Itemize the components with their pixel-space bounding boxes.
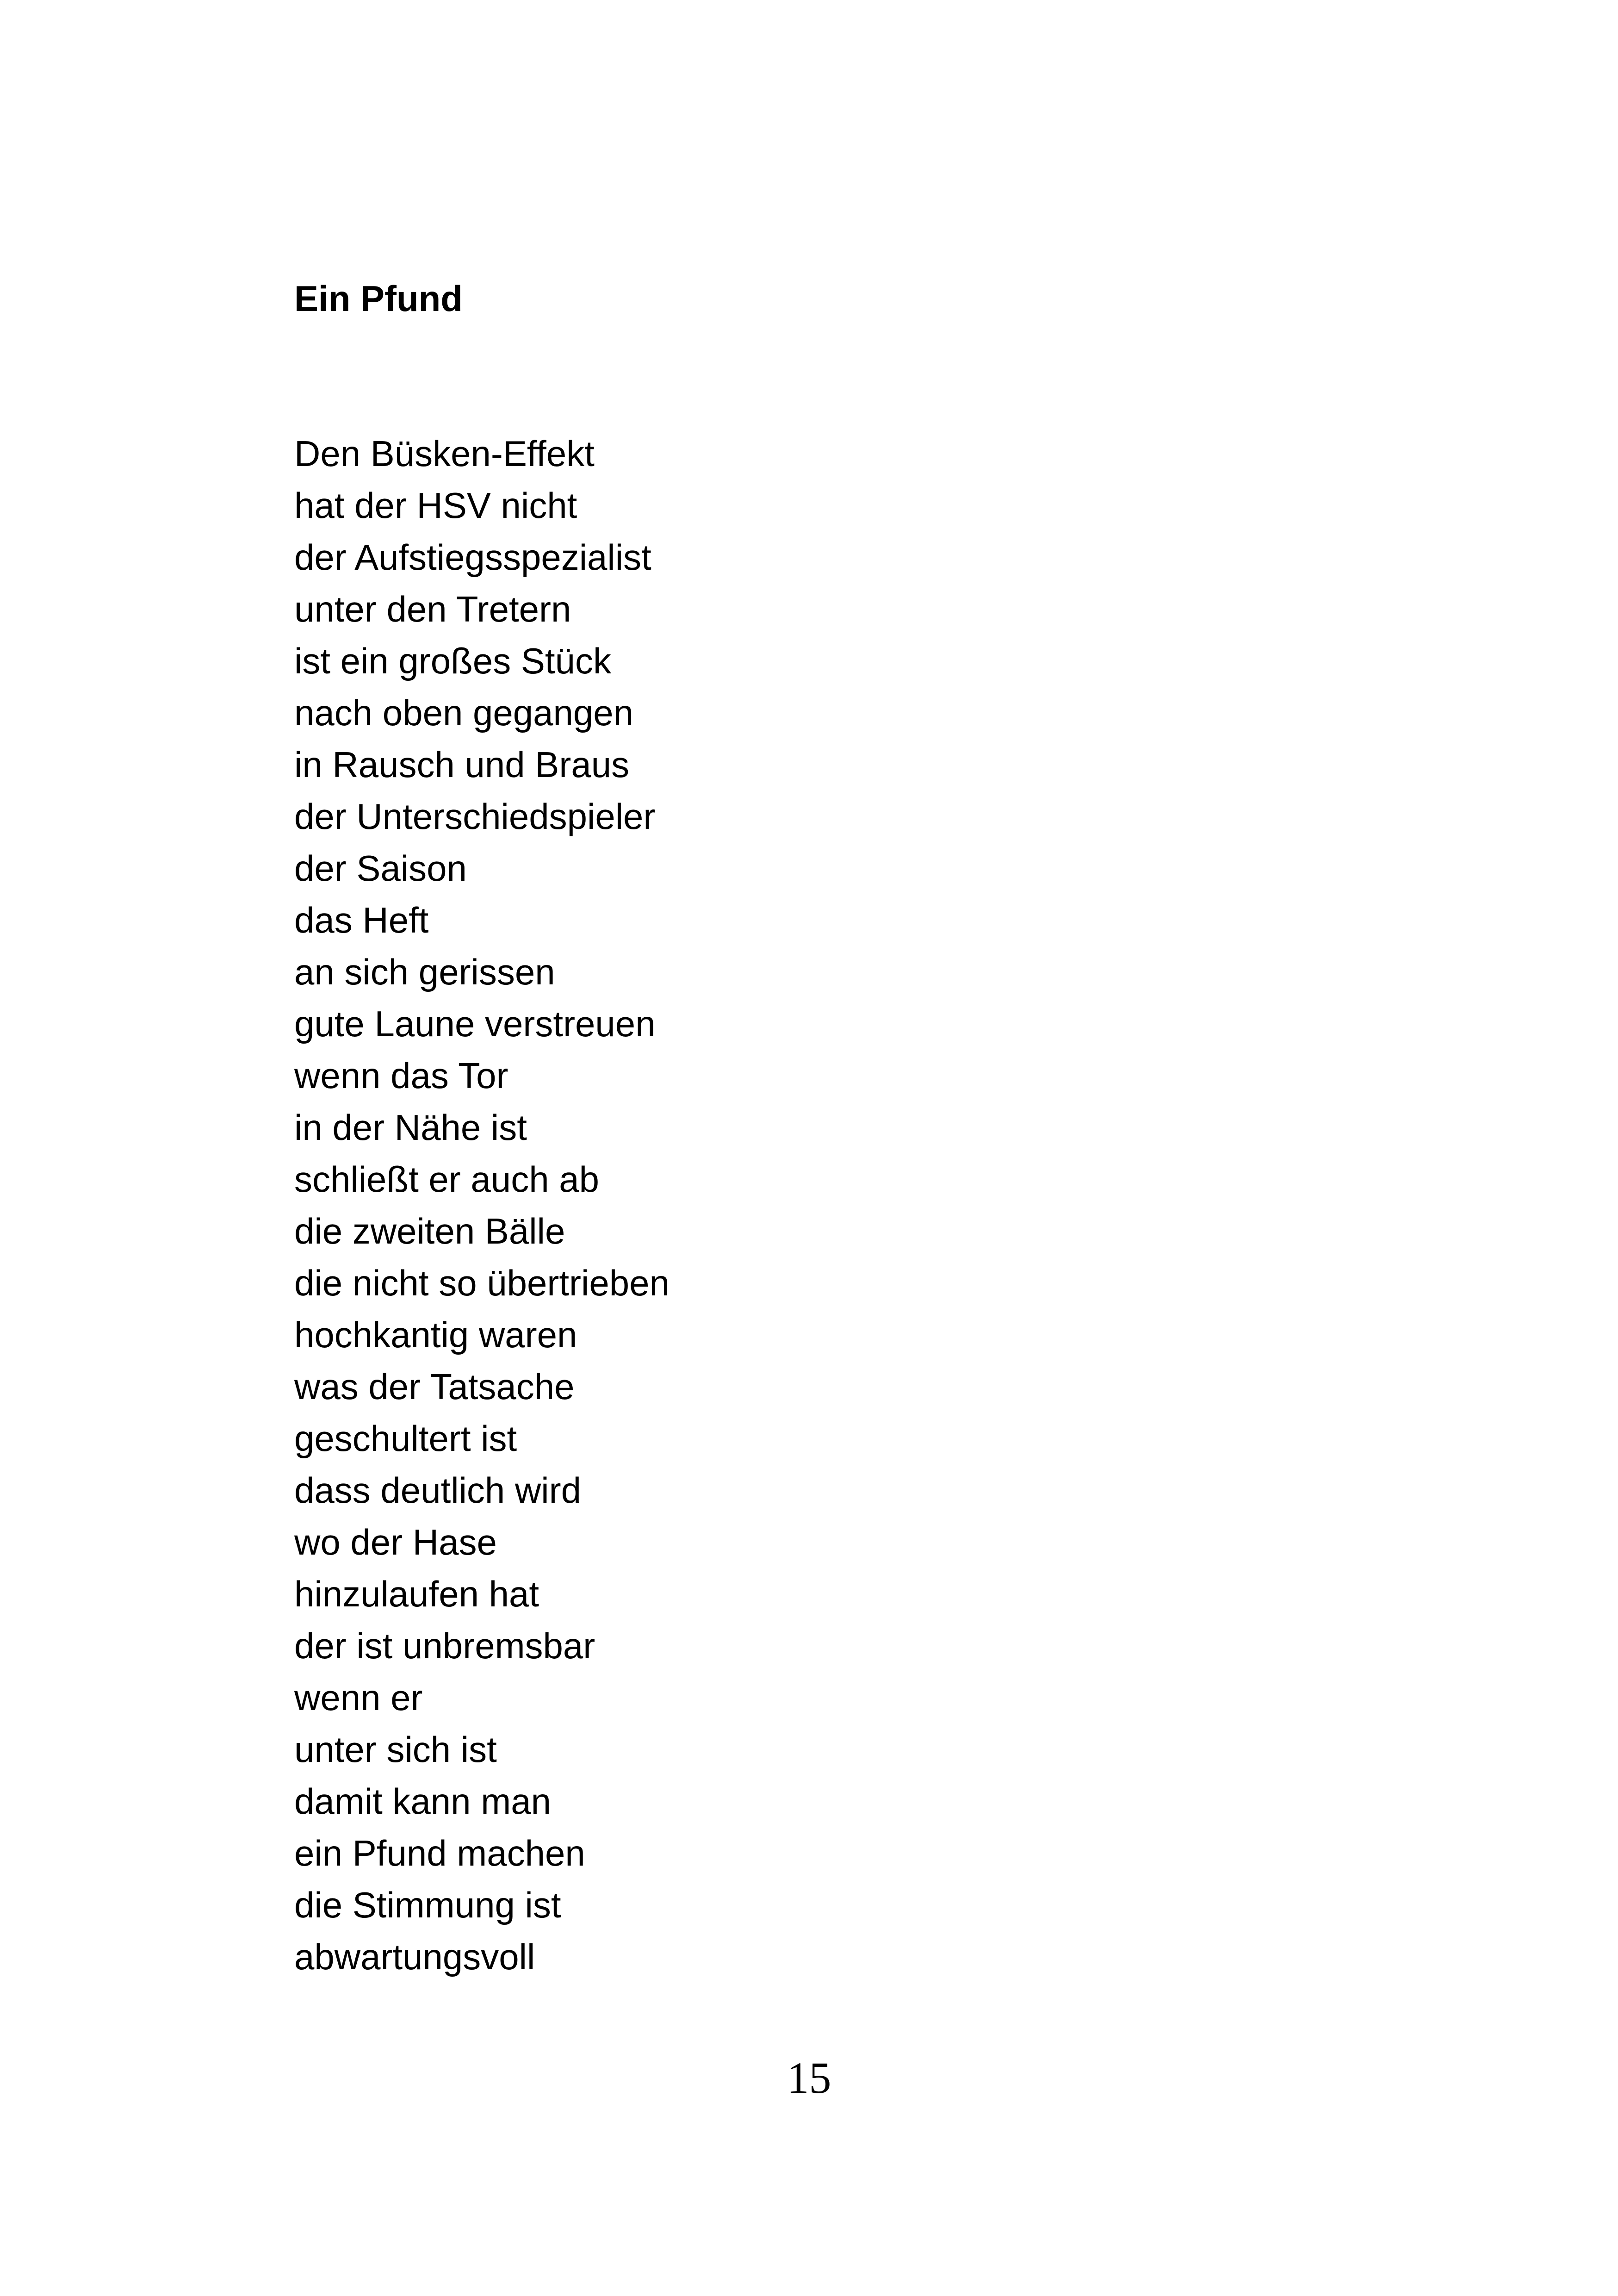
- poem-line: in Rausch und Braus: [294, 744, 630, 785]
- poem-line: abwartungsvoll: [294, 1936, 535, 1977]
- poem-title: Ein Pfund: [294, 278, 463, 319]
- poem-line: die Stimmung ist: [294, 1885, 561, 1925]
- poem-line: ein Pfund machen: [294, 1833, 585, 1873]
- poem-line: wenn er: [294, 1677, 423, 1718]
- poem-line: Den Büsken-Effekt: [294, 433, 595, 474]
- poem-line: gute Laune verstreuen: [294, 1003, 656, 1044]
- poem-line: in der Nähe ist: [294, 1107, 527, 1148]
- poem-line: damit kann man: [294, 1781, 551, 1822]
- poem-line: das Heft: [294, 900, 429, 940]
- poem-line: unter den Tretern: [294, 589, 571, 629]
- poem-line: was der Tatsache: [294, 1366, 575, 1407]
- poem-line: geschultert ist: [294, 1418, 517, 1459]
- poem-line: die zweiten Bälle: [294, 1211, 565, 1251]
- poem-line: hat der HSV nicht: [294, 485, 577, 526]
- poem-line: schließt er auch ab: [294, 1159, 600, 1200]
- poem-line: der Aufstiegsspezialist: [294, 537, 651, 578]
- poem-line: der ist unbremsbar: [294, 1625, 595, 1666]
- poem-line: unter sich ist: [294, 1729, 497, 1770]
- poem-line: ist ein großes Stück: [294, 641, 611, 681]
- poem-line: dass deutlich wird: [294, 1470, 581, 1511]
- poem-line: der Saison: [294, 848, 467, 889]
- poem-line: nach oben gegangen: [294, 692, 634, 733]
- poem-line: hochkantig waren: [294, 1314, 577, 1355]
- poem-line: wenn das Tor: [294, 1055, 508, 1096]
- poem-line: wo der Hase: [294, 1522, 497, 1562]
- poem-line: die nicht so übertrieben: [294, 1263, 670, 1303]
- poem-body: [294, 428, 670, 1983]
- poem-line: der Unterschiedspieler: [294, 796, 656, 837]
- poem-line: hinzulaufen hat: [294, 1574, 539, 1614]
- poem-line: an sich gerissen: [294, 952, 555, 992]
- page-number: 15: [787, 2053, 831, 2103]
